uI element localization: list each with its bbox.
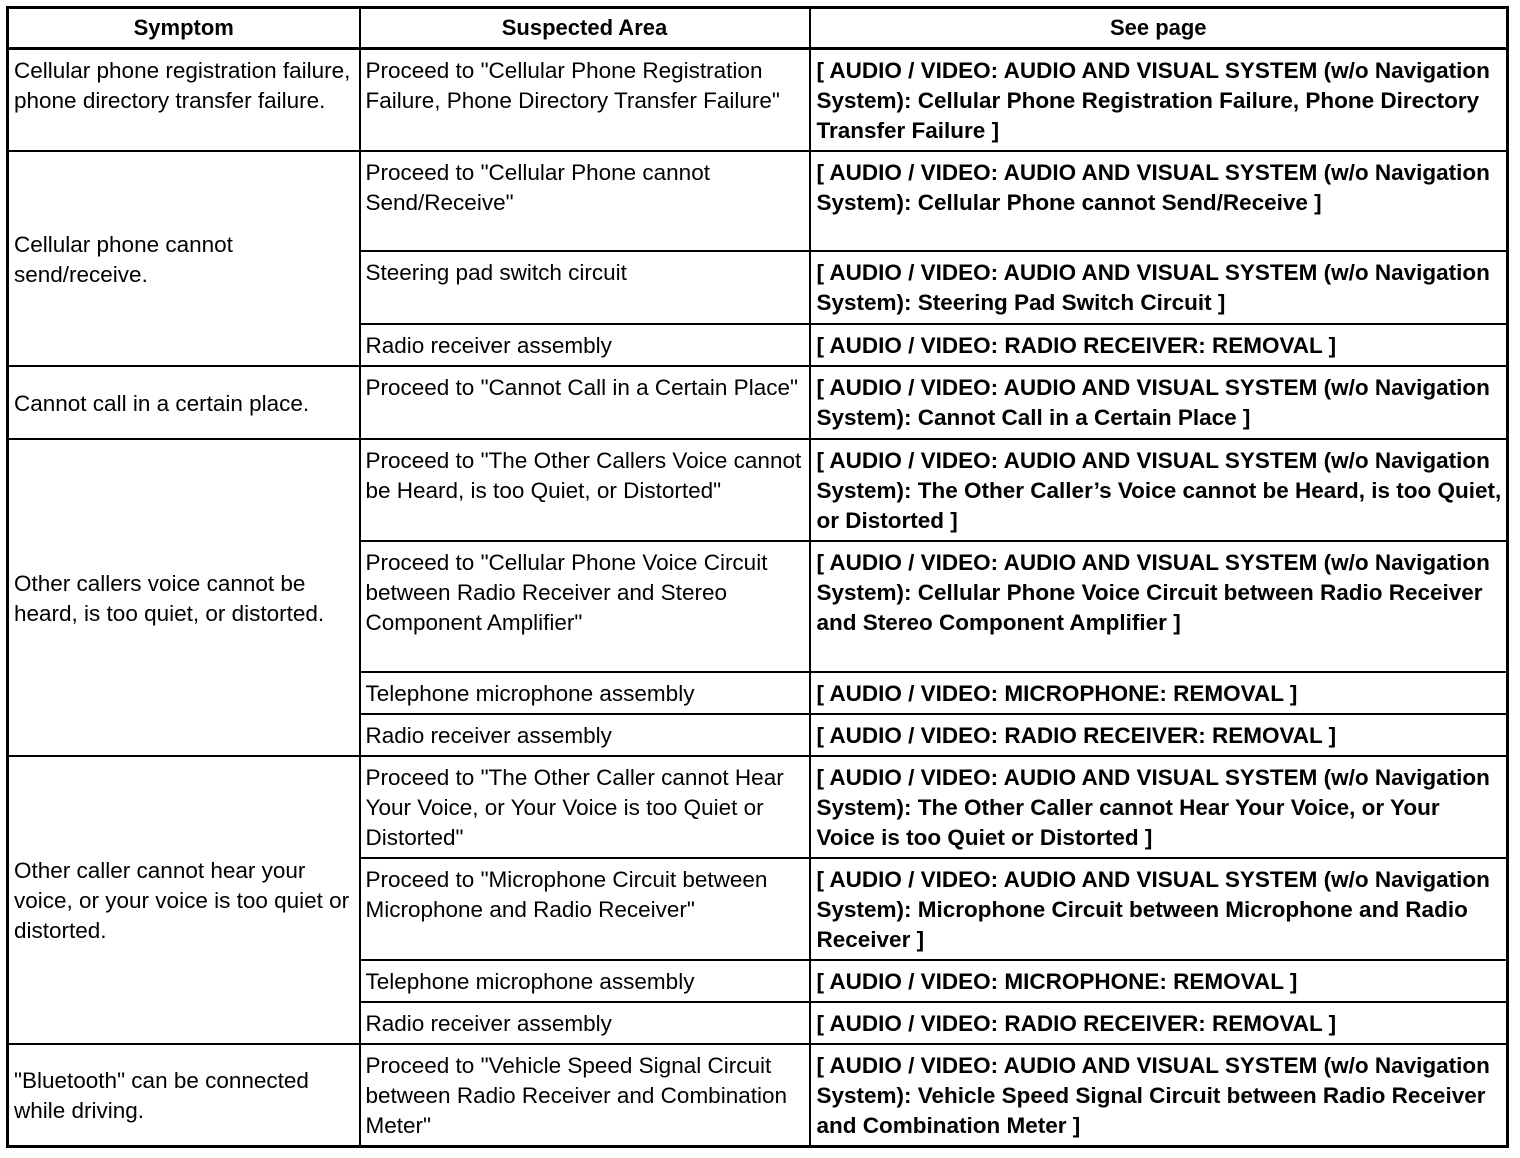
suspected-area-cell: Radio receiver assembly [360, 324, 810, 366]
table-row [8, 439, 1508, 541]
see-page-link[interactable]: [ AUDIO / VIDEO: AUDIO AND VISUAL SYSTEM (w/o Navigation System): The Other Caller cannot Hear Your Voice, or Your Voice is too Quiet or Distorted ] [810, 756, 1508, 858]
see-page-link[interactable]: [ AUDIO / VIDEO: RADIO RECEIVER: REMOVAL ] [810, 714, 1508, 756]
see-page-link[interactable]: [ AUDIO / VIDEO: AUDIO AND VISUAL SYSTEM (w/o Navigation System): Cellular Phone cannot Send/Receive ] [810, 151, 1508, 251]
see-page-link[interactable]: [ AUDIO / VIDEO: AUDIO AND VISUAL SYSTEM (w/o Navigation System): Cellular Phone Registration Failure, Phone Directory Transfer Failure ] [810, 49, 1508, 152]
see-page-link[interactable]: [ AUDIO / VIDEO: RADIO RECEIVER: REMOVAL ] [810, 1002, 1508, 1044]
symptom-cell: Cellular phone registration failure, phone directory transfer failure. [8, 49, 360, 152]
see-page-link[interactable]: [ AUDIO / VIDEO: AUDIO AND VISUAL SYSTEM (w/o Navigation System): Cannot Call in a Certain Place ] [810, 366, 1508, 439]
suspected-area-cell: Proceed to "The Other Callers Voice cannot be Heard, is too Quiet, or Distorted" [360, 439, 810, 541]
table-row [8, 151, 1508, 251]
symptom-cell: Other callers voice cannot be heard, is too quiet, or distorted. [8, 439, 360, 756]
suspected-area-cell: Proceed to "Vehicle Speed Signal Circuit between Radio Receiver and Combination Meter" [360, 1044, 810, 1147]
see-page-link[interactable]: [ AUDIO / VIDEO: AUDIO AND VISUAL SYSTEM (w/o Navigation System): Microphone Circuit between Microphone and Radio Receiver ] [810, 858, 1508, 960]
see-page-link[interactable]: [ AUDIO / VIDEO: AUDIO AND VISUAL SYSTEM (w/o Navigation System): Vehicle Speed Signal Circuit between Radio Receiver and Combination Meter ] [810, 1044, 1508, 1147]
suspected-area-cell: Steering pad switch circuit [360, 251, 810, 324]
table-row [8, 756, 1508, 858]
header-row [8, 8, 1508, 49]
see-page-link[interactable]: [ AUDIO / VIDEO: AUDIO AND VISUAL SYSTEM (w/o Navigation System): Steering Pad Switch Circuit ] [810, 251, 1508, 324]
see-page-link[interactable]: [ AUDIO / VIDEO: RADIO RECEIVER: REMOVAL ] [810, 324, 1508, 366]
symptom-cell: Other caller cannot hear your voice, or your voice is too quiet or distorted. [8, 756, 360, 1044]
symptom-cell: Cellular phone cannot send/receive. [8, 151, 360, 366]
suspected-area-cell: Proceed to "Microphone Circuit between Microphone and Radio Receiver" [360, 858, 810, 960]
see-page-link[interactable]: [ AUDIO / VIDEO: MICROPHONE: REMOVAL ] [810, 960, 1508, 1002]
symptom-cell: Cannot call in a certain place. [8, 366, 360, 439]
suspected-area-cell: Telephone microphone assembly [360, 960, 810, 1002]
symptom-table [6, 6, 1509, 1148]
suspected-area-cell: Proceed to "Cellular Phone Voice Circuit between Radio Receiver and Stereo Component Amplifier" [360, 541, 810, 672]
suspected-area-cell: Radio receiver assembly [360, 1002, 810, 1044]
suspected-area-cell: Telephone microphone assembly [360, 672, 810, 714]
header-symptom: Symptom [8, 8, 360, 49]
suspected-area-cell: Proceed to "Cannot Call in a Certain Place" [360, 366, 810, 439]
table-row [8, 366, 1508, 439]
suspected-area-cell: Proceed to "The Other Caller cannot Hear Your Voice, or Your Voice is too Quiet or Distorted" [360, 756, 810, 858]
table-row [8, 1044, 1508, 1147]
see-page-link[interactable]: [ AUDIO / VIDEO: AUDIO AND VISUAL SYSTEM (w/o Navigation System): The Other Caller’s Voice cannot be Heard, is too Quiet, or Distorted ] [810, 439, 1508, 541]
see-page-link[interactable]: [ AUDIO / VIDEO: MICROPHONE: REMOVAL ] [810, 672, 1508, 714]
suspected-area-cell: Proceed to "Cellular Phone Registration Failure, Phone Directory Transfer Failure" [360, 49, 810, 152]
suspected-area-cell: Proceed to "Cellular Phone cannot Send/Receive" [360, 151, 810, 251]
symptom-cell: "Bluetooth" can be connected while driving. [8, 1044, 360, 1147]
header-suspected-area: Suspected Area [360, 8, 810, 49]
table-row [8, 49, 1508, 152]
suspected-area-cell: Radio receiver assembly [360, 714, 810, 756]
see-page-link[interactable]: [ AUDIO / VIDEO: AUDIO AND VISUAL SYSTEM (w/o Navigation System): Cellular Phone Voice Circuit between Radio Receiver and Stereo Component Amplifier ] [810, 541, 1508, 672]
header-see-page: See page [810, 8, 1508, 49]
